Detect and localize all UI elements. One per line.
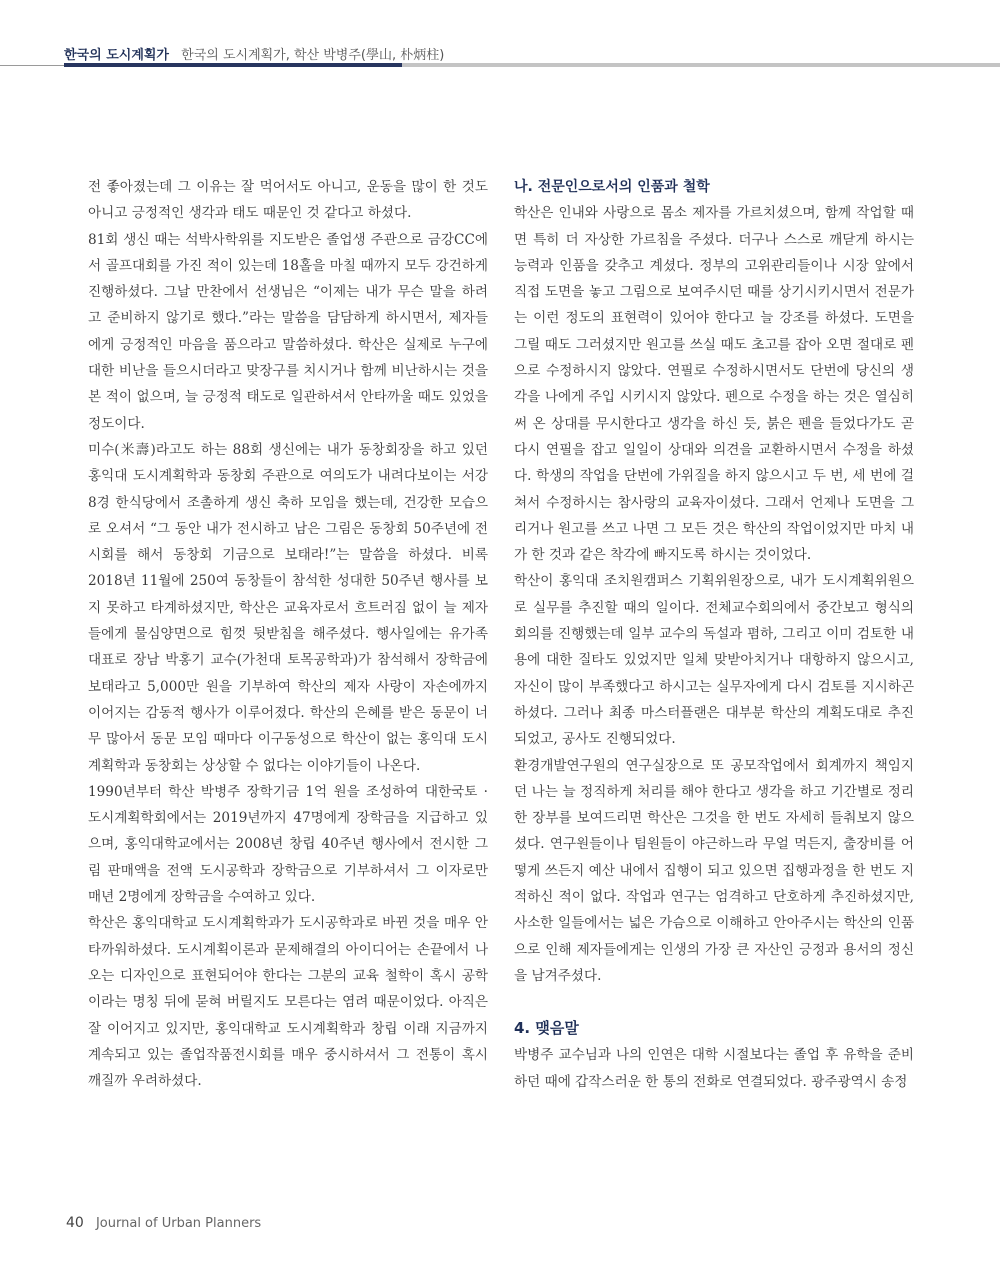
body-paragraph: 학산이 홍익대 조치원캠퍼스 기획위원장으로, 내가 도시계획위원으로 실무를 추진할 때의 일이다. 전체교수회의에서 중간보고 형식의 회의를 진행했는데 일부 교수의 독설과 폄하, 그리고 이미 검토한 내용에 대한 질타도 있었지만 일체 맞받아치거나 대항하지 않으시고, 자신이 많이 부족했다고 하시고는 실무자에게 다시 검토를 지시하곤 하셨다. 그러나 최종 마스터플랜은 대부분 학산의 계획도대로 추진되었고, 공사도 진행되었다. [514,573,914,748]
subsection-heading: 나. 전문인으로서의 인품과 철학 [514,179,710,195]
left-column [88,174,488,1094]
header-rule-accent [64,63,402,67]
body-paragraph: 환경개발연구원의 연구실장으로 또 공모작업에서 회계까지 책임지던 나는 늘 정직하게 처리를 해야 한다고 생각을 하고 기간별로 정리한 장부를 보여드리면 학산은 그것을 한 번도 자세히 들춰보지 않으셨다. 연구원들이나 팀원들이 야근하느라 무얼 먹든지, 출장비를 어떻게 쓰든지 예산 내에서 집행이 되고 있으면 집행과정을 한 번도 지적하신 적이 없다. 작업과 연구는 엄격하고 단호하게 추진하셨지만, 사소한 일들에서는 넓은 가슴으로 이해하고 안아주시는 학산의 인품으로 인해 제자들에게는 인생의 가장 큰 자산인 긍정과 용서의 정신을 남겨주셨다. [514,757,914,984]
body-paragraph: 미수(米壽)라고도 하는 88회 생신에는 내가 동창회장을 하고 있던 홍익대 도시계획학과 동창회 주관으로 여의도가 내려다보이는 서강 8경 한식당에서 조촐하게 생신 축하 모임을 했는데, 건강한 모습으로 오셔서 “그 동안 내가 전시하고 남은 그림은 동창회 50주년에 전시회를 해서 동창회 기금으로 보태라!”는 말씀을 하셨다. 비록 2018년 11월에 250여 동창들이 참석한 성대한 50주년 행사를 보지 못하고 타계하셨지만, 학산은 교육자로서 흐트러짐 없이 늘 제자들에게 물심양면으로 힘껏 뒷받침을 해주셨다. 행사일에는 유가족 대표로 장남 박홍기 교수(가천대 토목공학과)가 참석해서 장학금에 보태라고 5,000만 원을 기부하여 학산의 제자 사랑이 자손에까지 이어지는 감동적 행사가 이루어졌다. 학산의 은혜를 받은 동문이 너무 많아서 동문 모임 때마다 이구동성으로 학산이 없는 홍익대 도시계획학과 동창회는 상상할 수 없다는 이야기들이 나온다. [88,441,488,774]
header-section-title: 한국의 도시계획가 [64,48,169,63]
body-paragraph: 81회 생신 때는 석박사학위를 지도받은 졸업생 주관으로 금강CC에서 골프대회를 가진 적이 있는데 18홀을 마칠 때까지 모두 강건하게 진행하셨다. 그날 만찬에서 선생님은 “이제는 내가 무슨 말을 하려고 준비하지 않기로 했다.”라는 말씀을 담담하게 하시면서, 제자들에게 긍정적인 마음을 품으라고 말씀하셨다. 학산은 실제로 누구에 대한 비난을 들으시더라고 맞장구를 치시거나 함께 비난하시는 것을 본 적이 없으며, 늘 긍정적 태도로 일관하셔서 안타까울 때도 있었을 정도이다. [88,231,488,432]
journal-name: Journal of Urban Planners [95,1216,262,1231]
body-paragraph: 박병주 교수님과 나의 인연은 대학 시절보다는 졸업 후 유학을 준비하던 때에 갑작스러운 한 통의 전화로 연결되었다. 광주광역시 송정 [514,1047,914,1090]
page-number: 40 [66,1215,84,1231]
section-heading: 4. 맺음말 [514,1019,579,1038]
body-paragraph: 학산은 홍익대학교 도시계획학과가 도시공학과로 바뀐 것을 매우 안타까워하셨다. 도시계획이론과 문제해결의 아이디어는 손끝에서 나오는 디자인으로 표현되어야 한다는 그분의 교육 철학이 혹시 공학이라는 명칭 뒤에 묻혀 버릴지도 모른다는 염려 때문이었다. 아직은 잘 이어지고 있지만, 홍익대학교 도시계획학과 창립 이래 지금까지 계속되고 있는 졸업작품전시회를 매우 중시하셔서 그 전통이 혹시 깨질까 우려하셨다. [88,915,488,1090]
body-paragraph: 전 좋아졌는데 그 이유는 잘 먹어서도 아니고, 운동을 많이 한 것도 아니고 긍정적인 생각과 태도 때문인 것 같다고 하셨다. [88,179,488,222]
body-paragraph: 1990년부터 학산 박병주 장학기금 1억 원을 조성하여 대한국토 · 도시계획학회에서는 2019년까지 47명에게 장학금을 지급하고 있으며, 홍익대학교에서는 2008년 창립 40주년 행사에서 전시한 그림 판매액을 전액 도시공학과 장학금으로 기부하셔서 그 이자로만 매년 2명에게 장학금을 수여하고 있다. [88,783,488,906]
header-article-title: 한국의 도시계획가, 학산 박병주(學山, 朴炳柱) [181,48,445,63]
body-paragraph: 학산은 인내와 사랑으로 몸소 제자를 가르치셨으며, 함께 작업할 때면 특히 더 자상한 가르침을 주셨다. 더구나 스스로 깨닫게 하시는 능력과 인품을 갖추고 계셨다. 정부의 고위관리들이나 시장 앞에서 직접 도면을 놓고 그림으로 보여주시던 때를 상기시키시면서 전문가는 이런 정도의 표현력이 있어야 한다고 늘 강조를 하셨다. 도면을 그릴 때도 그러셨지만 원고를 쓰실 때도 초고를 잡아 오면 절대로 펜으로 수정하시지 않았다. 연필로 수정하시면서도 단번에 당신의 생각을 나에게 주입 시키시지 않았다. 펜으로 수정을 하는 것은 열심히 써 온 상대를 무시한다고 생각을 하신 듯, 붉은 펜을 들었다가도 곧 다시 연필을 잡고 일일이 상대와 의견을 교환하시면서 수정을 하셨다. 학생의 작업을 단번에 가위질을 하지 않으시고 두 번, 세 번에 걸쳐서 수정하시는 참사랑의 교육자이셨다. 그래서 언제나 도면을 그리거나 원고를 쓰고 나면 그 모든 것은 학산의 작업이었지만 마치 내가 한 것과 같은 착각에 빠지도록 하시는 것이었다. [514,205,914,564]
right-column [514,174,914,1095]
header-rule-secondary [402,63,1000,67]
page-footer [66,1215,261,1231]
